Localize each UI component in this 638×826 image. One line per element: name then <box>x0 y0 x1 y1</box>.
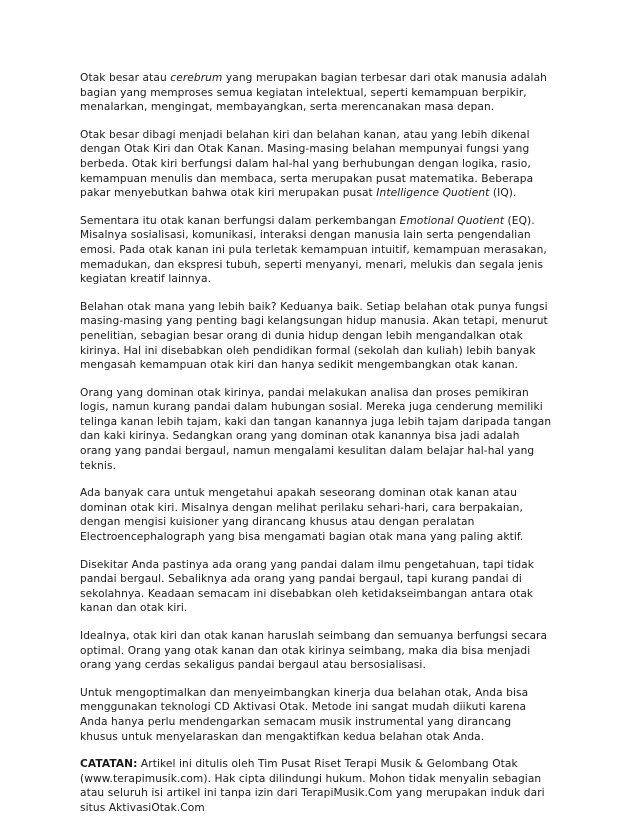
paragraph-note <box>80 757 552 815</box>
text-span: Idealnya, otak kiri dan otak kanan haruslah seimbang dan semuanya berfungsi secara optimal. Orang yang otak kanan dan otak kirinya seimbang, maka dia bisa menjadi orang yang cerdas sekaligus pandai bergaul atau bersosialisasi. <box>80 630 548 672</box>
paragraph-ways-to-know <box>80 486 552 544</box>
text-span: Untuk mengoptimalkan dan menyeimbangkan kinerja dua belahan otak, Anda bisa menggunakan teknologi CD Aktivasi Otak. Metode ini sangat mudah diikuti karena Anda hanya perlu mendengarkan semacam musik instrumental yang dirancang khusus untuk menyelaraskan dan mengaktifkan kedua belahan otak Anda. <box>80 686 529 743</box>
text-span: Ada banyak cara untuk mengetahui apakah seseorang dominan otak kanan atau dominan otak kiri. Misalnya dengan melihat perilaku sehari-hari, cara berpakaian, dengan mengisi kuisioner yang dirancang khusus atau dengan peralatan Electroencephalograph yang bisa mengamati bagian otak mana yang paling aktif. <box>80 487 524 544</box>
italic-term: Emotional Quotient <box>399 214 505 227</box>
text-span: yang merupakan bagian terbesar dari otak manusia adalah bagian yang memproses semua kegiatan intelektual, seperti kemampuan berpikir, menalarkan, mengingat, membayangkan, serta merencanakan masa depan. <box>80 72 547 114</box>
italic-term: cerebrum <box>170 72 223 84</box>
paragraph-ideal <box>80 629 552 673</box>
text-span: Otak besar dibagi menjadi belahan kiri dan belahan kanan, atau yang lebih dikenal dengan Otak Kiri dan Otak Kanan. Masing-masing belahan mempunyai fungsi yang berbeda. Otak kiri berfungsi dalam hal-hal yang berhubungan dengan logika, rasio, kemampuan menulis dan membaca, serta merupakan pusat matematika. Beberapa pakar menyebutkan bahwa otak kiri merupakan pusat <box>80 128 534 200</box>
paragraph-imbalance <box>80 558 552 616</box>
text-span: Otak besar atau <box>80 72 171 84</box>
text-span: (IQ). <box>489 187 517 200</box>
paragraph-cerebrum <box>80 71 552 115</box>
paragraph-right-brain <box>80 214 552 287</box>
text-span: Disekitar Anda pastinya ada orang yang pandai dalam ilmu pengetahuan, tapi tidak pandai bergaul. Sebaliknya ada orang yang pandai bergaul, tapi kurang pandai di sekolahnya. Keadaan semacam ini disebabkan oleh ketidakseimbangan antara otak kanan dan otak kiri. <box>80 558 535 615</box>
paragraph-cd-activation <box>80 686 552 744</box>
text-span: Belahan otak mana yang lebih baik? Keduanya baik. Setiap belahan otak punya fungsi masing-masing yang penting bagi kelangsungan hidup manusia. Akan tetapi, menurut penelitian, sebagian besar orang di dunia hidup dengan lebih mengandalkan otak kirinya. Hal ini disebabkan oleh pendidikan formal (sekolah dan kuliah) lebih banyak mengasah kemampuan otak kiri dan hanya sedikit mengembangkan otak kanan. <box>80 300 548 372</box>
note-label: CATATAN: <box>80 758 138 771</box>
paragraph-left-brain <box>80 128 552 201</box>
paragraph-left-dominant <box>80 386 552 474</box>
text-span: Orang yang dominan otak kirinya, pandai melakukan analisa dan proses pemikiran logis, namun kurang pandai dalam hubungan sosial. Mereka juga cenderung memiliki telinga kanan lebih tajam, kaki dan tangan kanannya juga lebih tajam daripada tangan dan kaki kirinya. Sedangkan orang yang dominan otak kanannya bisa jadi adalah orang yang pandai bergaul, namun mengalami kesulitan dalam belajar hal-hal yang teknis. <box>80 386 552 472</box>
italic-term: Intelligence Quotient <box>376 187 490 200</box>
paragraph-which-better <box>80 300 552 373</box>
text-span: Sementara itu otak kanan berfungsi dalam perkembangan <box>80 214 400 227</box>
text-span: (EQ). Misalnya sosialisasi, komunikasi, interaksi dengan manusia lain serta pengendalian emosi. Pada otak kanan ini pula terletak kemampuan intuitif, kemampuan merasakan, memadukan, dan ekspresi tubuh, seperti menyanyi, menari, melukis dan segala jenis kegiatan kreatif lainnya. <box>80 214 547 286</box>
text-span: Artikel ini ditulis oleh Tim Pusat Riset Terapi Musik & Gelombang Otak (www.terapimusik.com). Hak cipta dilindungi hukum. Mohon tidak menyalin sebagian atau seluruh isi artikel ini tanpa izin dari TerapiMusik.Com yang merupakan induk dari situs AktivasiOtak.Com <box>80 758 545 814</box>
